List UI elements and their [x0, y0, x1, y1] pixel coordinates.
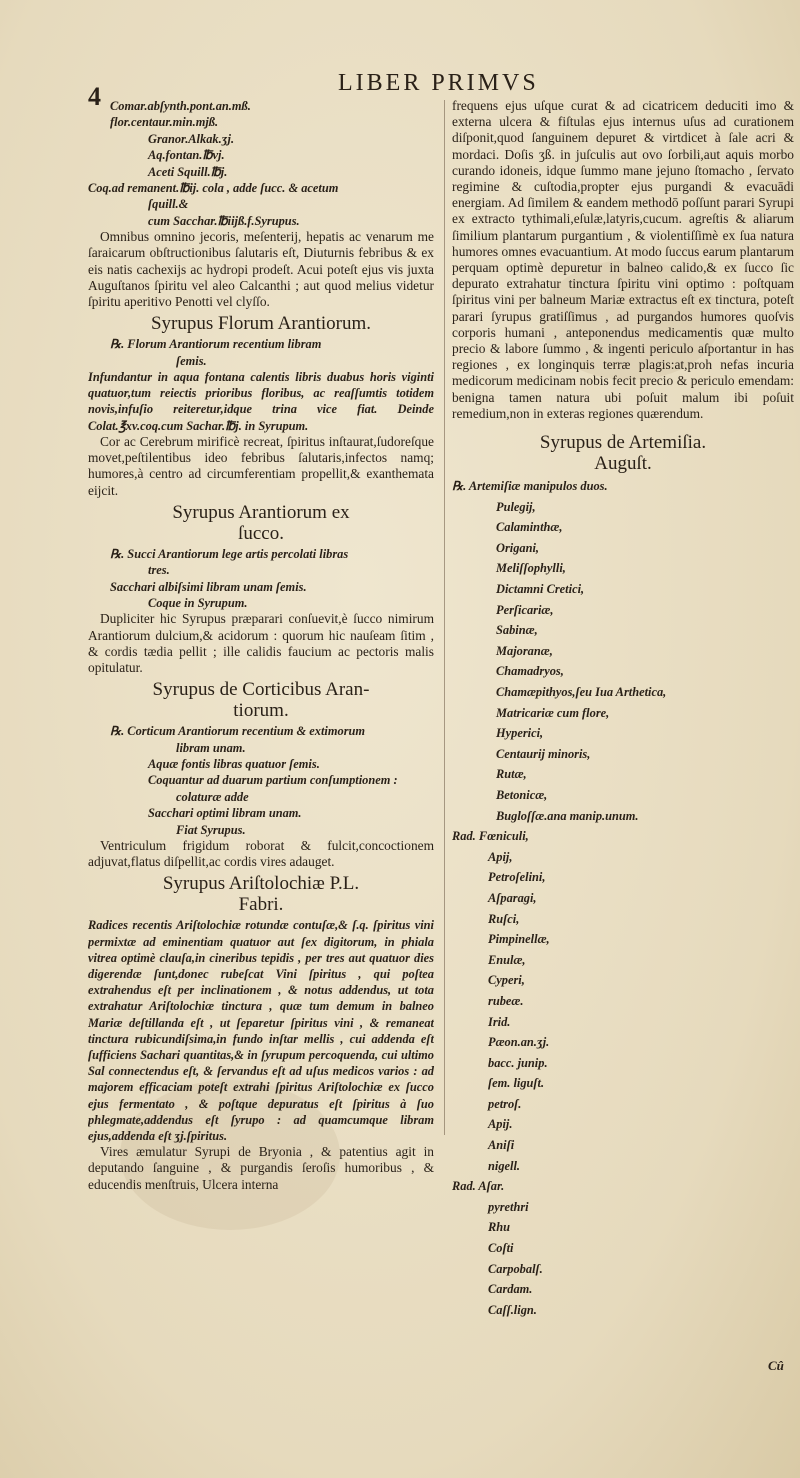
ingredient-line: Calaminthæ,: [496, 520, 563, 535]
ingredient-line: rubeæ.: [488, 993, 524, 1008]
heading-line: tiorum.: [233, 700, 289, 722]
ingredient-line: Matricariæ cum flore,: [496, 705, 610, 720]
ingredient-line: ℞. Artemiſiæ manipulos duos.: [452, 479, 608, 494]
recipe-line: cum Sacchar.℔iijß.f.Syrupus.: [148, 213, 300, 228]
ingredient-line: Dictamni Cretici,: [496, 582, 585, 597]
ingredient-line: Bugloſſæ.ana manip.unum.: [496, 808, 639, 823]
recipe-block: [88, 98, 434, 229]
recipe-instruction: Radices recentis Ariſtolochiæ rotundæ contuſæ,& ſ.q. ſpiritus vini permixtæ ad eminentiam quatuor aut ſex digitorum, in phiala vitrea optimè clauſa,in cineribus tepidis , per tres aut quatuor dies digerendæ ſunt,donec rubeſcat Vini ſpiritus , qui poſtea extrahendus eſt per inclinationem , & notus addendus, ut tota extrahatur Ariſtolochiæ tinctura , quæ tum demum in balneo Mariæ deſtillanda eſt , ut ſeparetur ſpiritus vini , & remaneat tinctura rubicundiſsima,in fundo inſtar mellis , cui addenda eſt ſufficiens Sachari quantitas,& in ſyrupum percoquenda, cui ultimo Sal connectendus eſt, & ſervandus eſt ad uſus medicos varios : ad majorem efficaciam poteſt extrahi ſpiritus Ariſtolochiæ ex ſucco ejus fermentato , & poſtque depuratus eſt ſpiritus à ſuo phlegmate,addendus eſt ſyrupo : ad quamcumque libram ejus,addenda eſt ʒj.ſpiritus.: [88, 918, 434, 1144]
heading-line: Auguſt.: [594, 453, 652, 475]
ingredient-list: [452, 476, 794, 1320]
recipe-line: Sacchari optimi libram unam.: [148, 806, 302, 821]
ingredient-line: pyrethri: [488, 1199, 529, 1214]
recipe-line: ℞. Succi Arantiorum lege artis percolati libras: [110, 546, 349, 561]
ingredient-line: Apij.: [488, 1117, 513, 1132]
recipe-line: Comar.abſynth.pont.an.mß.: [110, 99, 251, 113]
catchword: Cû: [768, 1358, 784, 1373]
ingredient-line: Rad. Aſar.: [452, 1179, 505, 1194]
ingredient-line: Pimpinellæ,: [488, 932, 550, 947]
left-column: [88, 98, 434, 1443]
body-paragraph: Vires æmulatur Syrupi de Bryonia , & patentius agit in deputando ſanguine , & purgandis ſeroſis humoribus , & educendis menſtruis, Ulcera interna: [88, 1144, 434, 1192]
ingredient-line: Caſſ.lign.: [488, 1302, 537, 1317]
ingredient-line: Origani,: [496, 540, 540, 555]
page-number: 4: [88, 82, 101, 111]
ingredient-line: Chamadryos,: [496, 664, 564, 679]
section-heading: Syrupus Florum Arantiorum.: [150, 313, 372, 335]
recipe-line: colaturæ adde: [176, 789, 249, 804]
ingredient-line: Aniſi: [488, 1138, 515, 1153]
ingredient-line: nigell.: [488, 1158, 521, 1173]
recipe-line: Granor.Alkak.ʒj.: [148, 131, 235, 146]
heading-line: Fabri.: [238, 894, 284, 916]
ingredient-line: Sabinæ,: [496, 623, 538, 638]
heading-line: Syrupus Ariſtolochiæ P.L.: [162, 873, 360, 895]
ingredient-line: Aſparagi,: [488, 890, 537, 905]
recipe-line: ℞. Corticum Arantiorum recentium & extimorum: [110, 724, 366, 739]
ingredient-line: Ruſci,: [488, 911, 520, 926]
ingredient-line: Betonicæ,: [496, 787, 548, 802]
body-paragraph: frequens ejus uſque curat & ad cicatricem deduciti imo & externa ulcera & fiſtulas ejus internus uſus ad curationem diſponit,quod ſanguinem depuret & virtdicet à ſale acri & mordaci. Doſis ʒß. in juſculis aut ovo ſorbili,aut aquis morbo curando idoneis, idque ſummo mane jejuno ſtomacho , ſervato regimine & cuſtodia,propter ejus purgandi & evacuādi energiam. Ad ſimilem & eandem methodō poſſunt parari Syrupi ex extracto tythimali,eſulæ,latyris,cucum. agreſtis & aliarum ſimilium plantarum purgantium , & violentiſſimè ex ſua natura humores omnes evacuantium. At modo ſuccus earum plantarum perquam optimè depuretur in balneo calido,& ex ſucco ſic depurato extrahatur tinctura ſpiritu vini optimo : poſtquam ſpiritus vini per balneum Mariæ extractus eſt ex tinctura, poteſt parari ſyrupus gratiſſimus , ad purgandos humores quoſvis corporis humani , anteponendus medicamentis quæ multo precio & labore ſummo , & ingenti periculo aſportantur in has regiones , ex longinquis terræ plagis:at,proh nefas incuria medicorum medicinam nobis fecit precio & periculo emendam: benigna tamen natura ubi poſuit malum ibi poſuit remedium,non in exteras regiones quærendum.: [452, 98, 794, 421]
section-heading: [88, 679, 434, 721]
heading-line: Syrupus Arantiorum ex: [172, 501, 350, 523]
ingredient-line: Perſicariæ,: [496, 602, 554, 617]
recipe-line: Aceti Squill.℔j.: [148, 164, 228, 179]
right-column: [452, 98, 794, 1443]
body-paragraph: Cor ac Cerebrum mirificè recreat, ſpiritus inſtaurat,ſudoreſque movet,peſtilentibus ideo febribus ſalutaris,infectos namq; humores,à centro ad circumferentiam propellit,& exanthemata eijcit.: [88, 433, 434, 498]
ingredient-line: Carpobalſ.: [488, 1261, 543, 1276]
ingredient-line: Majoranæ,: [496, 643, 553, 658]
ingredient-line: Coſti: [488, 1241, 514, 1256]
ingredient-line: Rad. Fœniculi,: [452, 829, 529, 844]
section-heading: [88, 502, 434, 544]
recipe-line: Aquæ fontis libras quatuor ſemis.: [148, 756, 320, 771]
recipe-line: Coq.ad remanent.℔ij. cola , adde ſucc. & acetum: [88, 181, 339, 196]
recipe-line: ℞. Florum Arantiorum recentium libram: [110, 337, 322, 352]
ingredient-line: Enulæ,: [488, 952, 526, 967]
body-paragraph: Ventriculum frigidum roborat & fulcit,concoctionem adjuvat,flatus diſpellit,ac cordis vires adauget.: [88, 837, 434, 870]
recipe-line: libram unam.: [176, 740, 246, 755]
body-paragraph: Omnibus omnino jecoris, meſenterij, hepatis ac venarum me ſaraicarum obſtructionibus ſalutaris eſt, Diuturnis febribus & ex eis natis cachexijs ac hydropi prodeſt. Acui poteſt ejus vis juxta Auguſtanos ſpiritu vel aleo Calcanthi ; aut quod melius videtur ſpiritu aperitivo Penotti vel clyſſo.: [88, 229, 434, 310]
heading-line: Syrupus de Corticibus Aran-: [152, 679, 370, 701]
ingredient-line: Pæon.an.ʒj.: [488, 1035, 550, 1050]
section-heading: [88, 873, 434, 915]
recipe-line: ſquill.&: [148, 197, 189, 212]
ingredient-line: Rutæ,: [496, 767, 527, 782]
ingredient-line: Hyperici,: [496, 726, 544, 741]
heading-line: ſucco.: [238, 522, 284, 544]
ingredient-line: Chamæpithyos,ſeu Iua Arthetica,: [496, 685, 667, 699]
ingredient-line: Meliſſophylli,: [496, 561, 566, 576]
recipe-line: ſemis.: [176, 353, 207, 368]
ingredient-line: Cyperi,: [488, 973, 525, 988]
ingredient-line: bacc. junip.: [488, 1055, 548, 1070]
recipe-line: Sacchari albiſsimi libram unam ſemis.: [110, 579, 307, 594]
running-head: LIBER PRIMVS: [338, 70, 539, 96]
recipe-line: Coquantur ad duarum partium conſumptionem :: [148, 773, 398, 788]
ingredient-line: Pulegij,: [496, 499, 536, 514]
ingredient-line: petroſ.: [488, 1096, 522, 1111]
ingredient-line: Rhu: [488, 1220, 511, 1235]
recipe-line: Coque in Syrupum.: [148, 595, 248, 610]
ingredient-line: Apij,: [488, 849, 513, 864]
ingredient-line: Irid.: [488, 1014, 511, 1029]
ingredient-line: ſem. liguſt.: [488, 1076, 545, 1091]
recipe-line: Aq.fontan.℔vj.: [148, 148, 225, 163]
ingredient-line: Cardam.: [488, 1282, 533, 1297]
recipe-line: Fiat Syrupus.: [176, 822, 246, 837]
heading-line: Syrupus de Artemiſia.: [539, 432, 707, 454]
ingredient-line: Centaurij minoris,: [496, 746, 591, 761]
section-heading: [452, 432, 794, 474]
recipe-instruction: Infundantur in aqua fontana calentis libris duabus horis viginti quatuor,tum reiectis prioribus floribus, ac reaſſumtis totidem novis,infuſio reiteretur,idque trina vice fiat. Deinde Colat.℥xv.coq.cum Sachar.℔j. in Syrupum.: [88, 370, 434, 433]
body-paragraph: Dupliciter hic Syrupus præparari conſuevit,è ſucco nimirum Arantiorum dulcium,& acidorum : quorum hic nauſeam ſitim , & cordis tædia pellit ; ille calidis faucium ac pectoris malis opitulatur.: [88, 611, 434, 675]
recipe-line: tres.: [148, 563, 170, 578]
column-rule: [444, 100, 445, 1135]
recipe-line: flor.centaur.min.mjß.: [110, 115, 219, 130]
ingredient-line: Petroſelini,: [488, 870, 546, 885]
